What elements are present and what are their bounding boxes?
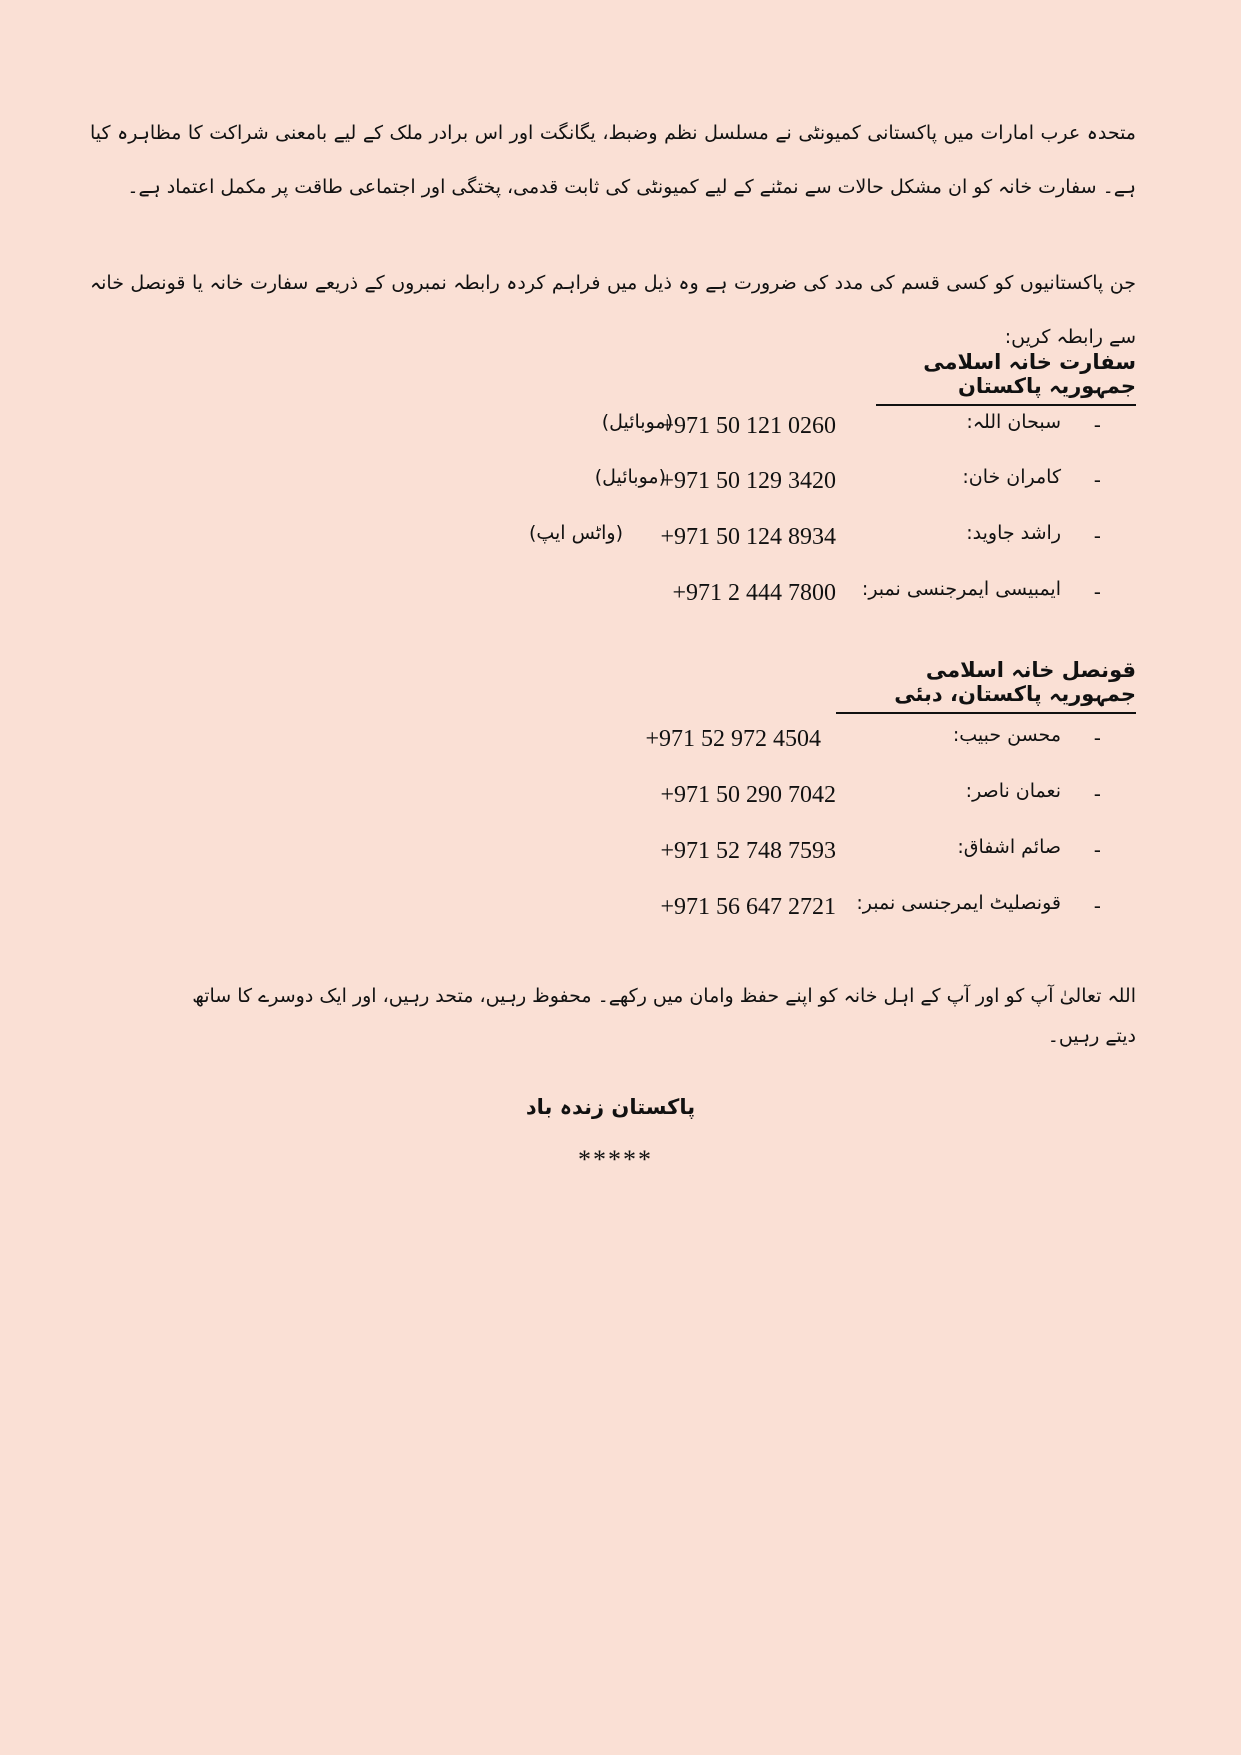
contact-phone[interactable]: +971 50 124 8934 [660,524,836,550]
list-dash: - [1093,838,1101,862]
list-dash: - [1093,726,1101,750]
slogan-pakistan-zindabad: پاکستان زندہ باد [525,1095,696,1119]
contact-type-note: (موبائیل) [601,411,673,433]
intro-paragraph: متحدہ عرب امارات میں پاکستانی کمیونٹی نے مسلسل نظم وضبط، یگانگت اور اس برادر ملک کے لیے بامعنی شراکت کا مظاہرہ کیا ہے۔ سفارت خانہ کو ان مشکل حالات سے نمٹنے کے لیے کمیونٹی کی ثابت قدمی، پختگی اور اجتماعی طاقت پر مکمل اعتماد ہے۔ [90,122,1136,198]
list-dash: - [1093,524,1101,548]
contact-name: سبحان اللہ: [966,411,1061,433]
embassy-heading: سفارت خانہ اسلامی جمہوریہ پاکستان [876,350,1136,406]
consulate-contact-row [0,830,1241,870]
contact-phone[interactable]: +971 2 444 7800 [672,580,836,606]
closing-prayer: اللہ تعالیٰ آپ کو اور آپ کے اہل خانہ کو اپنے حفظ وامان میں رکھے۔ محفوظ رہیں، متحد رہیں، اور ایک دوسرے کا ساتھ دیتے رہیں۔ [192,985,1136,1047]
contact-name: محسن حبیب: [952,724,1061,746]
consulate-heading: قونصل خانہ اسلامی جمہوریہ پاکستان، دبئی [836,658,1136,714]
contact-name: راشد جاوید: [966,522,1061,544]
list-dash: - [1093,468,1101,492]
contact-type-note: (موبائیل) [594,466,666,488]
list-dash: - [1093,894,1101,918]
contact-phone[interactable]: +971 50 290 7042 [660,782,836,808]
embassy-contact-row [0,516,1241,556]
end-stars-separator: ***** [578,1145,653,1174]
help-instruction-paragraph: جن پاکستانیوں کو کسی قسم کی مدد کی ضرورت ہے وہ ذیل میں فراہم کردہ رابطہ نمبروں کے ذریعے سفارت خانہ یا قونصل خانہ سے رابطہ کریں: [90,272,1136,348]
consulate-contact-row [0,718,1241,758]
contact-name: صائم اشفاق: [957,836,1061,858]
list-dash: - [1093,782,1101,806]
contact-type-note: (واٹس ایپ) [528,522,623,544]
consulate-emergency-row [0,886,1241,926]
contact-name: ایمبیسی ایمرجنسی نمبر: [861,578,1061,600]
contact-phone[interactable]: +971 56 647 2721 [660,894,836,920]
list-dash: - [1093,413,1101,437]
embassy-contact-row [0,460,1241,500]
list-dash: - [1093,580,1101,604]
contact-name: کامران خان: [962,466,1061,488]
embassy-emergency-row [0,572,1241,612]
contact-name: قونصلیٹ ایمرجنسی نمبر: [856,892,1061,914]
embassy-contact-row [0,405,1241,445]
contact-phone[interactable]: +971 52 748 7593 [660,838,836,864]
contact-name: نعمان ناصر: [965,780,1061,802]
consulate-contact-row [0,774,1241,814]
contact-phone[interactable]: +971 52 972 4504 [645,726,821,752]
contact-phone[interactable]: +971 50 129 3420 [660,468,836,494]
contact-phone[interactable]: +971 50 121 0260 [660,413,836,439]
